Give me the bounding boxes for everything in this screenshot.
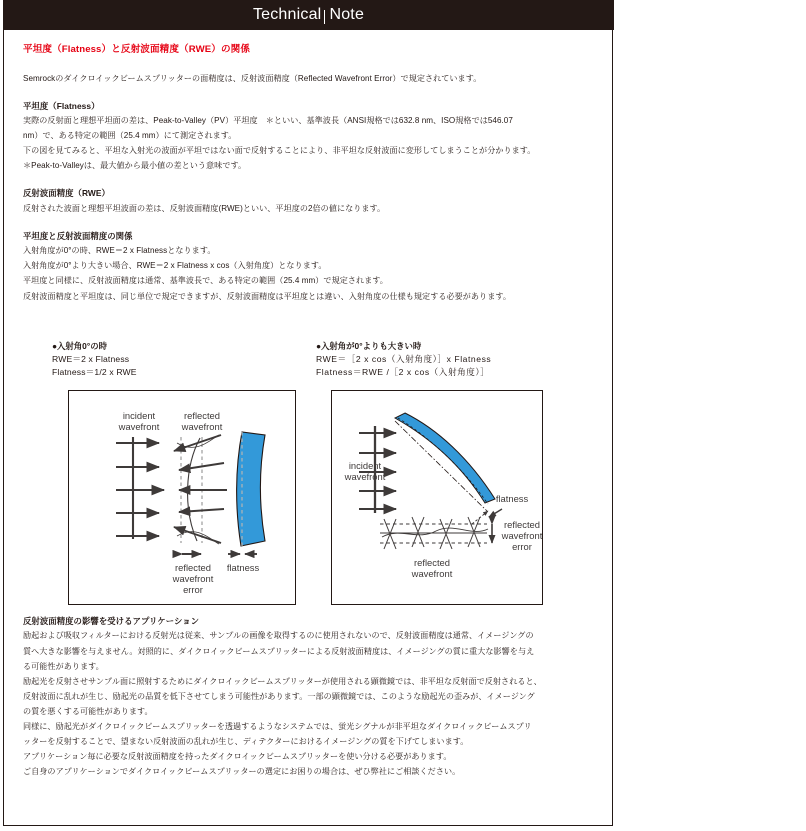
application-line-5: 反射波面に乱れが生じ、励起光の品質を低下させてしまう可能性があります。一部の顕微鏡では、このような励起光の歪みが、イメージング <box>23 691 535 701</box>
svg-text:wavefront: wavefront <box>118 421 160 432</box>
flatness-line-4: ＊Peak-to-Valleyは、最大値から最小値の差という意味です。 <box>23 161 247 171</box>
title-divider <box>324 10 325 24</box>
application-line-7: 同様に、励起光がダイクロイックビームスプリッターを透過するようなシステムでは、蛍光シグナルが非平坦なダイクロイックビームスプリ <box>23 721 532 731</box>
svg-text:incident: incident <box>122 410 156 421</box>
section-heading-flatness: 平坦度（Flatness） <box>23 100 100 111</box>
left-caption-formula-1: RWE＝2 x Flatness <box>52 354 130 364</box>
right-diagram-caption <box>316 340 491 379</box>
left-diagram-caption <box>52 340 137 379</box>
relation-line-1: 入射角度が0°の時、RWE＝2 x Flatnessとなります。 <box>23 246 216 256</box>
page-title <box>3 0 614 30</box>
page-title-left: Technical <box>252 6 322 23</box>
section-heading-application: 反射波面精度の影響を受けるアプリケーション <box>23 616 200 626</box>
right-diagram-svg <box>332 391 542 604</box>
svg-text:reflected: reflected <box>175 562 211 573</box>
application-line-3: る可能性があります。 <box>23 661 104 671</box>
application-line-8: ッターを反射することで、望まない反射波面の乱れが生じ、ディテクターにおけるイメージングの質を下げてしまいます。 <box>23 737 469 747</box>
left-caption-title: ●入射角0°の時 <box>52 341 107 351</box>
right-caption-formula-2: Flatness＝RWE /［2 x cos（入射角度）］ <box>316 367 490 377</box>
header-bar <box>3 0 614 30</box>
application-section <box>23 617 601 776</box>
application-line-4: 励起光を反射させサンプル面に照射するためにダイクロイックビームスプリッターが使用される顕微鏡では、非平坦な反射面で反射されると、 <box>23 676 542 686</box>
svg-text:wavefront: wavefront <box>344 471 386 482</box>
relation-line-2: 入射角度が0°より大きい場合、RWE＝2 x Flatness x cos（入射角度）となります。 <box>23 261 327 271</box>
relation-line-3: 平坦度と同様に、反射波面精度は通常、基準波長で、ある特定の範囲（25.4 mm）で規定されます。 <box>23 276 388 286</box>
section-heading-rwe: 反射波面精度（RWE） <box>23 188 110 199</box>
flatness-line-3: 下の図を見てみると、平坦な入射光の波面が平坦ではない面で反射することにより、非平坦な反射波面に変形してしまうことが分かります。 <box>23 146 536 156</box>
application-line-9: アプリケーション毎に必要な反射波面精度を持ったダイクロイックビームスプリッターを使い分ける必要があります。 <box>23 752 452 762</box>
svg-text:flatness: flatness <box>226 562 260 573</box>
application-line-6: の質を悪くする可能性があります。 <box>23 706 153 716</box>
right-caption-title: ●入射角が0°よりも大きい時 <box>316 341 422 351</box>
application-line-10: ご自身のアプリケーションでダイクロイックビームスプリッターの選定にお困りの場合は、ぜひ弊社にご相談ください。 <box>23 767 461 777</box>
section-heading-relation: 平坦度と反射波面精度の関係 <box>23 230 133 241</box>
svg-text:reflected: reflected <box>414 557 450 568</box>
svg-text:wavefront: wavefront <box>501 530 542 541</box>
flatness-line-2: nm）で、ある特定の範囲（25.4 mm）にて測定されます。 <box>23 131 237 141</box>
svg-text:flatness: flatness <box>495 493 529 504</box>
application-line-2: 質へ大きな影響を与えません。対照的に、ダイクロイックビームスプリッターによる反射波面精度は、イメージングの質に重大な影響を与え <box>23 646 535 656</box>
svg-text:error: error <box>183 584 203 595</box>
rwe-line-1: 反射された波面と理想平坦波面の差は、反射波面精度(RWE)といい、平坦度の2倍の値になります。 <box>23 203 386 213</box>
flatness-line-1: 実際の反射面と理想平坦面の差は、Peak-to-Valley（PV）平坦度 ＊といい、基準波長（ANSI規格では632.8 nm、ISO規格では546.07 <box>23 116 513 125</box>
svg-text:reflected: reflected <box>184 410 220 421</box>
section-heading-main: 平坦度（Flatness）と反射波面精度（RWE）の関係 <box>23 44 251 55</box>
svg-text:wavefront: wavefront <box>411 568 453 579</box>
left-diagram-svg <box>69 391 295 604</box>
left-caption-formula-2: Flatness＝1/2 x RWE <box>52 367 137 377</box>
right-caption-formula-1: RWE＝［2 x cos（入射角度）］x Flatness <box>316 354 492 364</box>
svg-text:reflected: reflected <box>504 519 540 530</box>
svg-text:incident: incident <box>348 460 382 471</box>
content-frame <box>3 30 613 826</box>
svg-text:error: error <box>512 541 532 552</box>
page-title-right: Note <box>329 6 365 23</box>
svg-text:wavefront: wavefront <box>172 573 214 584</box>
document-body <box>23 44 601 301</box>
svg-text:wavefront: wavefront <box>181 421 223 432</box>
left-diagram-box <box>68 390 296 605</box>
intro-paragraph: Semrockのダイクロイックビームスプリッターの面精度は、反射波面精度（Reflected Wavefront Error）で規定されています。 <box>23 73 482 83</box>
relation-line-4: 反射波面精度と平坦度は、同じ単位で規定できますが、反射波面精度は平坦度とは違い、入射角度の仕様も規定する必要があります。 <box>23 291 511 301</box>
application-line-1: 励起および吸収フィルターにおける反射光は従来、サンプルの画像を取得するのに使用されないので、反射波面精度は通常、イメージングの <box>23 631 534 641</box>
right-diagram-box <box>331 390 543 605</box>
